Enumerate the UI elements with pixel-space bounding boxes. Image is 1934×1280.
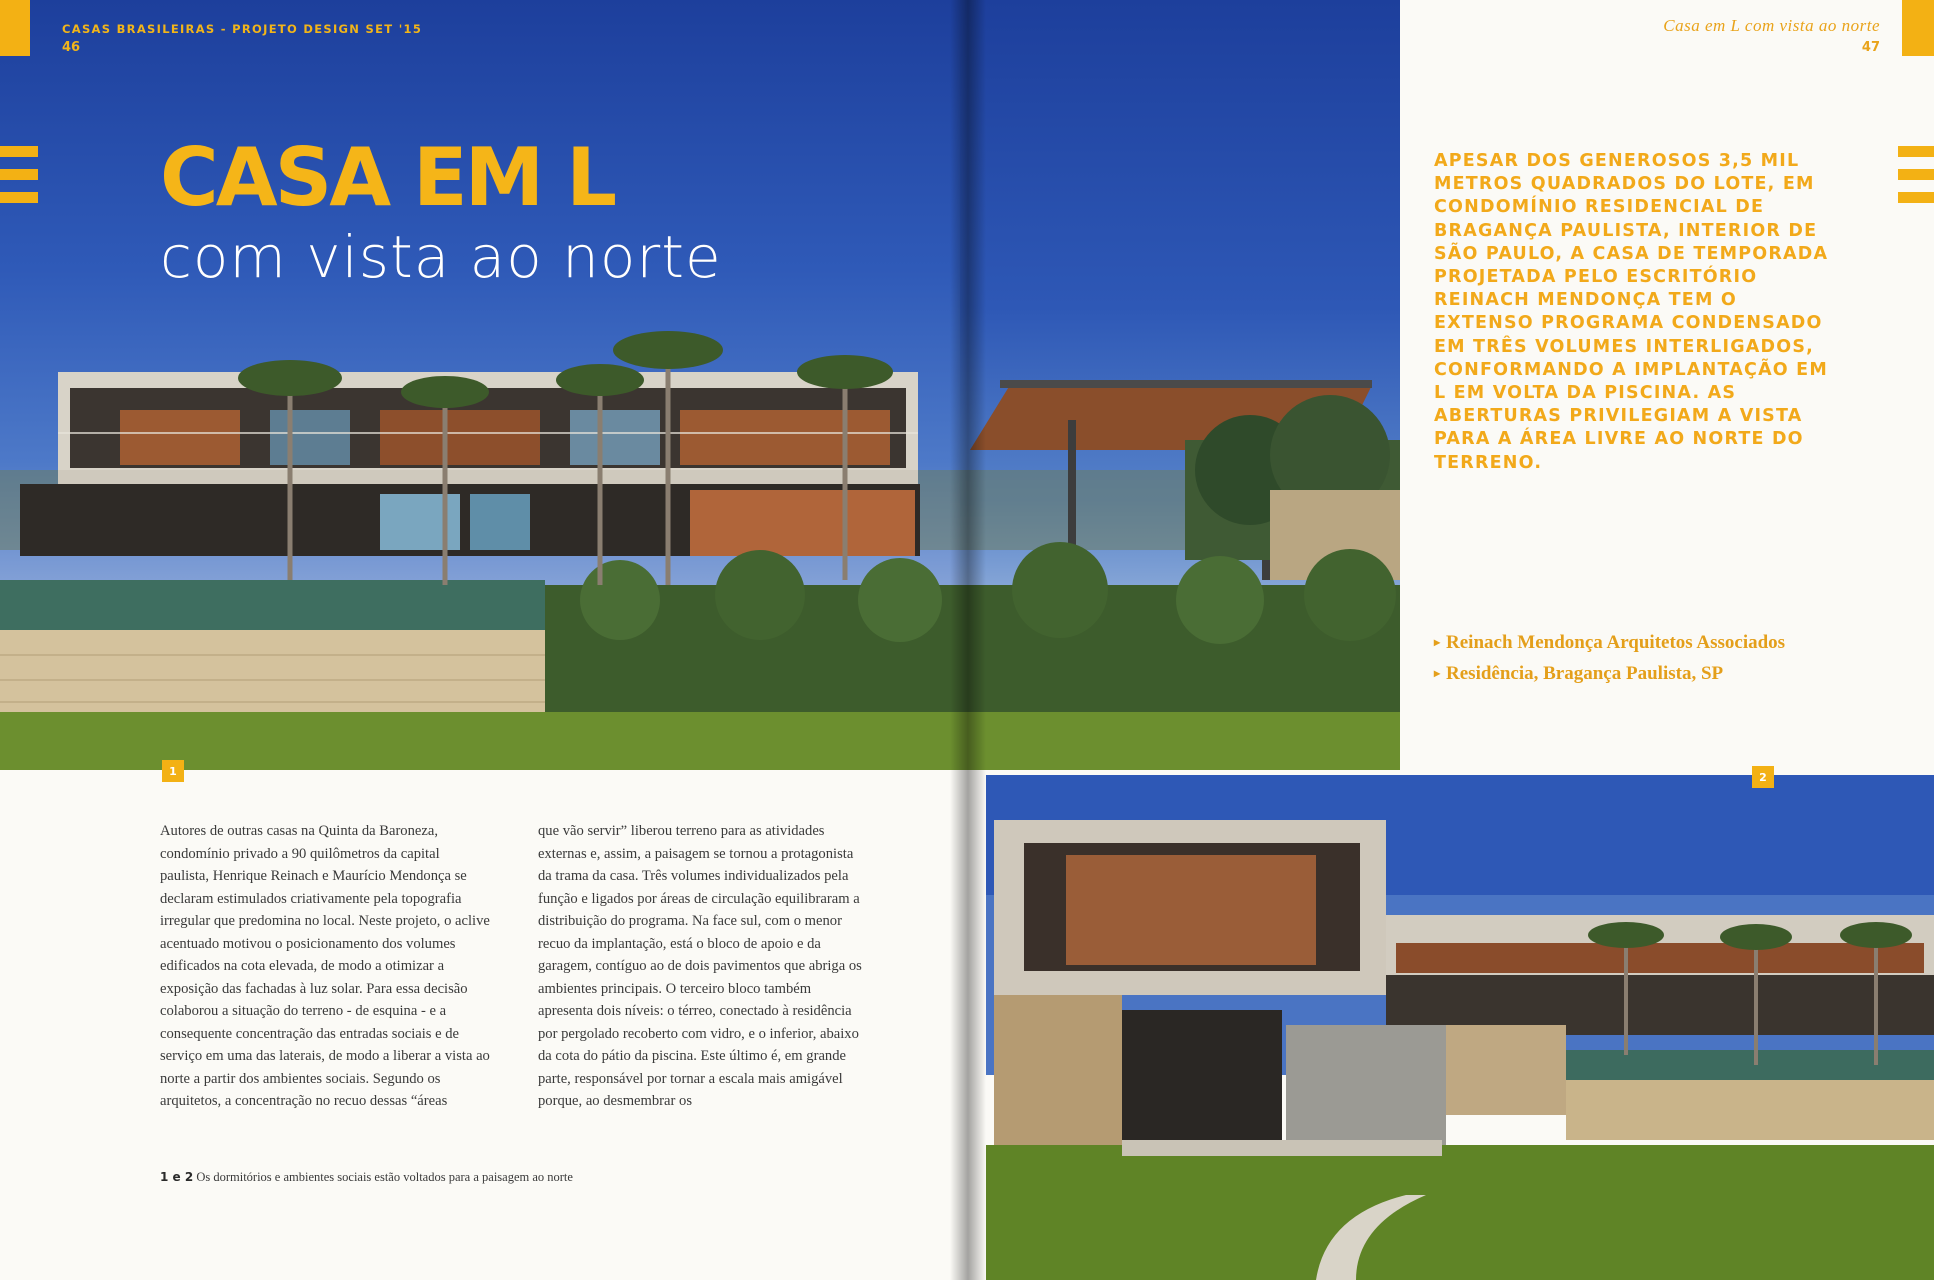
lead-paragraph: APESAR DOS GENEROSOS 3,5 MIL METROS QUADRADOS DO LOTE, EM CONDOMÍNIO RESIDENCIAL DE BRAGANÇA PAULISTA, INTERIOR DE SÃO PAULO, A CASA DE TEMPORADA PROJETADA PELO ESCRITÓRIO REINACH MENDONÇA TEM O EXTENSO PROGRAMA CONDENSADO EM TRÊS VOLUMES INTERLIGADOS, CONFORMANDO A IMPLANTAÇÃO EM L EM VOLTA DA PISCINA. AS ABERTURAS PRIVILEGIAM A VISTA PARA A ÁREA LIVRE AO NORTE DO TERRENO. (1434, 151, 1829, 473)
corner-tab-right (1902, 0, 1934, 56)
body-column-2: que vão servir” liberou terreno para as atividades externas e, assim, a paisagem se tornou a protagonista da trama da casa. Três volumes individualizados pela função e ligados por áreas de circulação equilibraram a distribuição do programa. Na face sul, com o menor recuo da implantação, está o bloco de apoio e da garagem, contíguo ao de dois pavimentos que abriga os ambientes principais. O terceiro bloco também apresenta dois níveis: o térreo, conectado à residência por pergolado recoberto com vidro, e o inferior, abaixo da cota do pátio da piscina. Este último é, em grande parte, responsável por tornar a escala mais amigável porque, ao desmembrar os (538, 823, 862, 1109)
credit-architect (1434, 628, 1785, 659)
hedge (545, 585, 1400, 720)
article-title: CASA EM L (160, 131, 615, 224)
lawn-2 (986, 1145, 1934, 1280)
running-head-right: Casa em L com vista ao norte (1663, 16, 1880, 35)
page-number-left: 46 (62, 40, 81, 55)
stone-wall (0, 630, 545, 720)
triangle-icon: ▸ (1434, 666, 1441, 680)
photo-badge-1: 1 (162, 760, 184, 782)
project-credits (1434, 628, 1785, 690)
pool-edge (0, 580, 545, 632)
caption-label: 1 e 2 (160, 1170, 194, 1184)
credit-project (1434, 659, 1785, 690)
body-column-1: Autores de outras casas na Quinta da Baroneza, condomínio privado a 90 quilômetros da capital paulista, Henrique Reinach e Maurício Mendonça se declaram estimulados criativamente pela topografia irregular que predomina no local. Neste projeto, o aclive acentuado motivou o posicionamento dos volumes edificados na cota elevada, de modo a otimizar a exposição das fachadas à luz solar. Para essa decisão colaborou a situação do terreno - de esquina - e a consequente concentração das entradas sociais e de serviço em uma das laterais, de modo a liberar a vista ao norte a partir dos ambientes sociais. Segundo os arquitetos, a concentração no recuo dessas “áreas (160, 823, 490, 1109)
running-head-left: CASAS BRASILEIRAS - PROJETO DESIGN SET '15 (62, 22, 423, 36)
section-bars-left (0, 146, 38, 215)
article-subtitle: com vista ao norte (160, 223, 722, 291)
corner-tab-left (0, 0, 30, 56)
credit-project-text: Residência, Bragança Paulista, SP (1446, 663, 1724, 684)
photo-badge-2: 2 (1752, 766, 1774, 788)
section-bars-right (1898, 146, 1934, 215)
credit-architect-text: Reinach Mendonça Arquitetos Associados (1446, 632, 1786, 653)
page-number-right: 47 (1861, 40, 1880, 55)
caption-text: Os dormitórios e ambientes sociais estão voltados para a paisagem ao norte (196, 1170, 573, 1184)
triangle-icon: ▸ (1434, 635, 1441, 649)
photo-1 (0, 0, 1400, 770)
photo-2 (986, 775, 1934, 1280)
photo-caption (160, 1170, 573, 1185)
lawn (0, 712, 1400, 770)
